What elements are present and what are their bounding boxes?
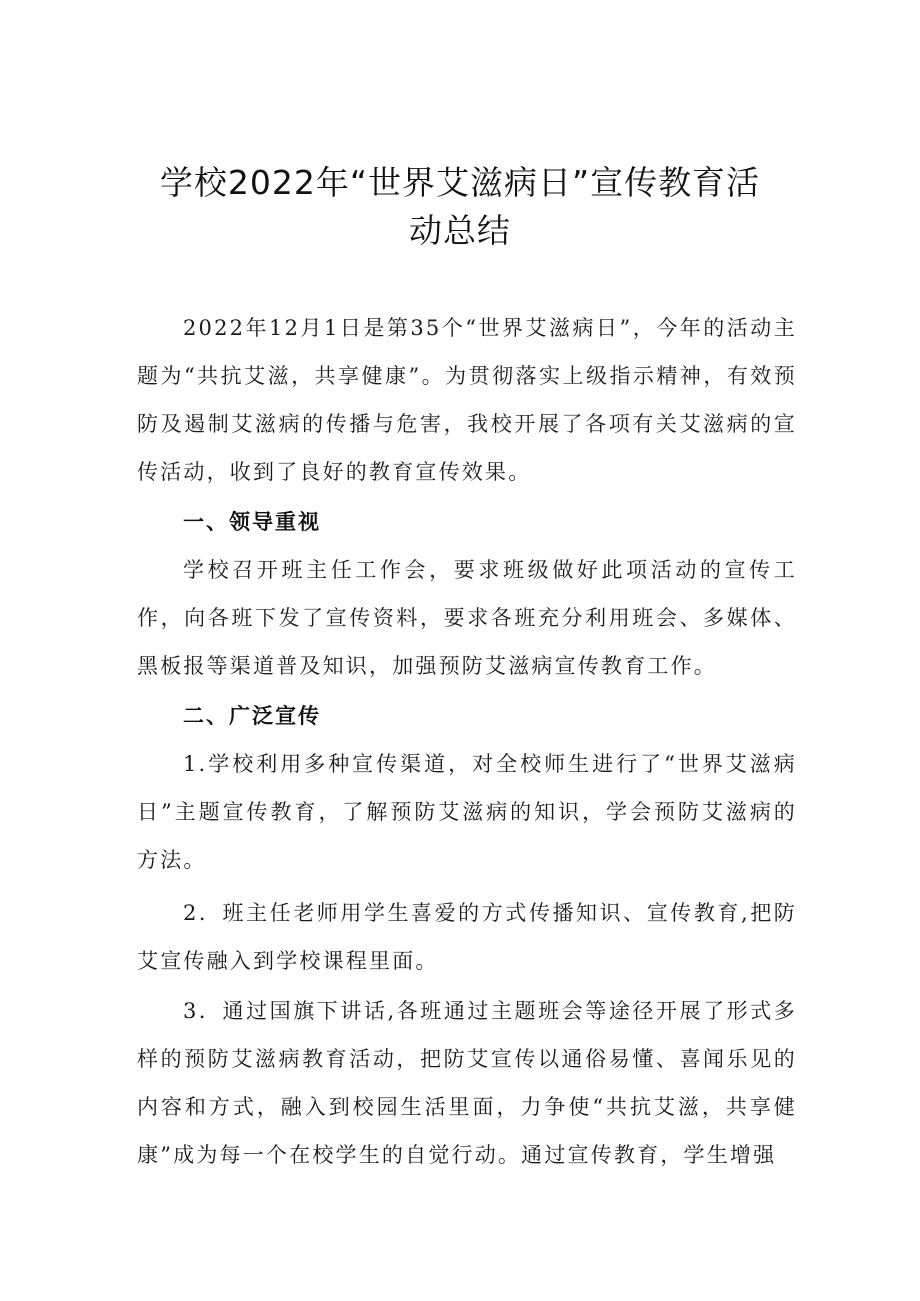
document-title-line-1: 学校2022年“世界艾滋病日”宣传教育活 [159,163,761,202]
section-2-item-2: 2．班主任老师用学生喜爱的方式传播知识、宣传教育,把防艾宣传融入到学校课程里面。 [137,901,797,973]
section-1-paragraph: 学校召开班主任工作会，要求班级做好此项活动的宣传工作，向各班下发了宣传资料，要求各班充分利用班会、多媒体、黑板报等渠道普及知识，加强预防艾滋病宣传教育工作。 [137,558,797,678]
document-title-line-2: 动总结 [409,211,511,250]
intro-paragraph: 2022年12月1日是第35个“世界艾滋病日”，今年的活动主题为“共抗艾滋，共享健康”。为贯彻落实上级指示精神，有效预防及遏制艾滋病的传播与危害，我校开展了各项有关艾滋病的宣传活动，收到了良好的教育宣传效果。 [137,316,797,484]
section-2-item-3: 3．通过国旗下讲话,各班通过主题班会等途径开展了形式多样的预防艾滋病教育活动，把防艾宣传以通俗易懂、喜闻乐见的内容和方式，融入到校园生活里面，力争使“共抗艾滋，共享健康”成为每一个在校学生的自觉行动。通过宣传教育，学生增强 [137,999,797,1167]
section-2-item-1: 1.学校利用多种宣传渠道，对全校师生进行了“世界艾滋病日”主题宣传教育，了解预防艾滋病的知识，学会预防艾滋病的方法。 [137,752,797,872]
section-2-heading: 二、广泛宣传 [183,704,321,728]
section-1-heading: 一、领导重视 [183,510,321,534]
